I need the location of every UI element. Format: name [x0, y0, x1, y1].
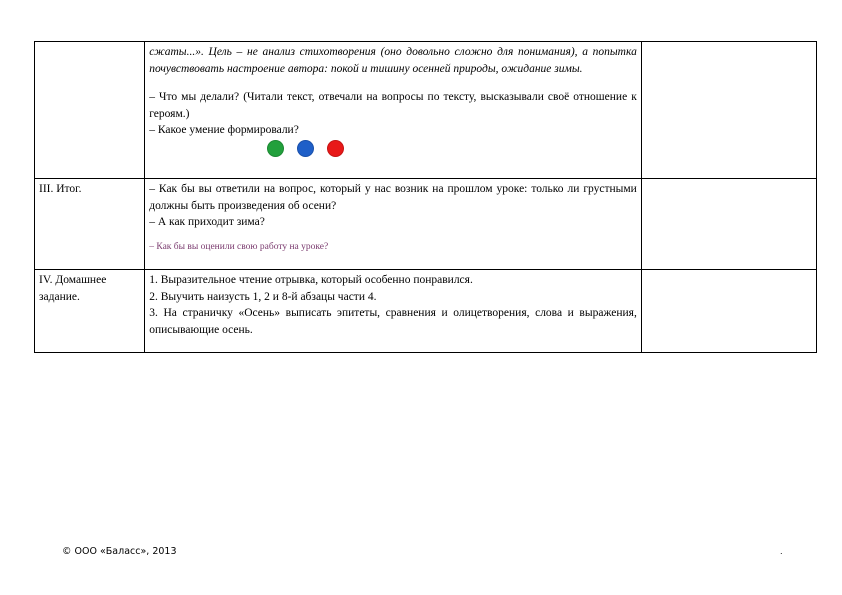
table-row — [35, 179, 817, 270]
content-cell — [145, 179, 642, 270]
homework-item: 1. Выразительное чтение отрывка, который особенно понравился. — [149, 274, 473, 286]
stage-cell — [35, 42, 145, 179]
corner-mark: . — [780, 547, 783, 556]
stage-cell — [35, 179, 145, 270]
green-circle-icon — [267, 140, 284, 157]
question-text: – Что мы делали? (Читали текст, отвечали на вопросы по тексту, высказывали своё отношение к героям.) — [149, 91, 637, 120]
question-text: – А как приходит зима? — [149, 216, 265, 228]
notes-cell — [641, 42, 816, 179]
red-circle-icon — [327, 140, 344, 157]
homework-item: 3. На страничку «Осень» выписать эпитеты, сравнения и олицетворения, слова и выражения, описывающие осень. — [149, 307, 637, 336]
stage-label: IV. Домашнее задание. — [39, 274, 107, 303]
stage-cell — [35, 270, 145, 353]
goal-text: сжаты...». Цель – не анализ стихотворения (оно довольно сложно для понимания), а попытка почувствовать настроение автора: покой и тишину осенней природы, ожидание зимы. — [149, 46, 637, 75]
table-row — [35, 42, 817, 179]
content-cell — [145, 270, 642, 353]
lesson-table — [34, 41, 817, 353]
content-cell — [145, 42, 642, 179]
notes-cell — [641, 270, 816, 353]
notes-cell — [641, 179, 816, 270]
blue-circle-icon — [297, 140, 314, 157]
copyright-footer: © ООО «Баласс», 2013 — [62, 546, 177, 557]
question-text: – Как бы вы ответили на вопрос, который у нас возник на прошлом уроке: только ли грустными должны быть произведения об осени? — [149, 183, 637, 212]
stage-label: III. Итог. — [39, 183, 82, 195]
self-assessment-question: – Как бы вы оценили свою работу на уроке? — [149, 241, 329, 252]
question-text: – Какое умение формировали? — [149, 124, 299, 136]
homework-item: 2. Выучить наизусть 1, 2 и 8-й абзацы части 4. — [149, 290, 377, 303]
table-row — [35, 270, 817, 353]
